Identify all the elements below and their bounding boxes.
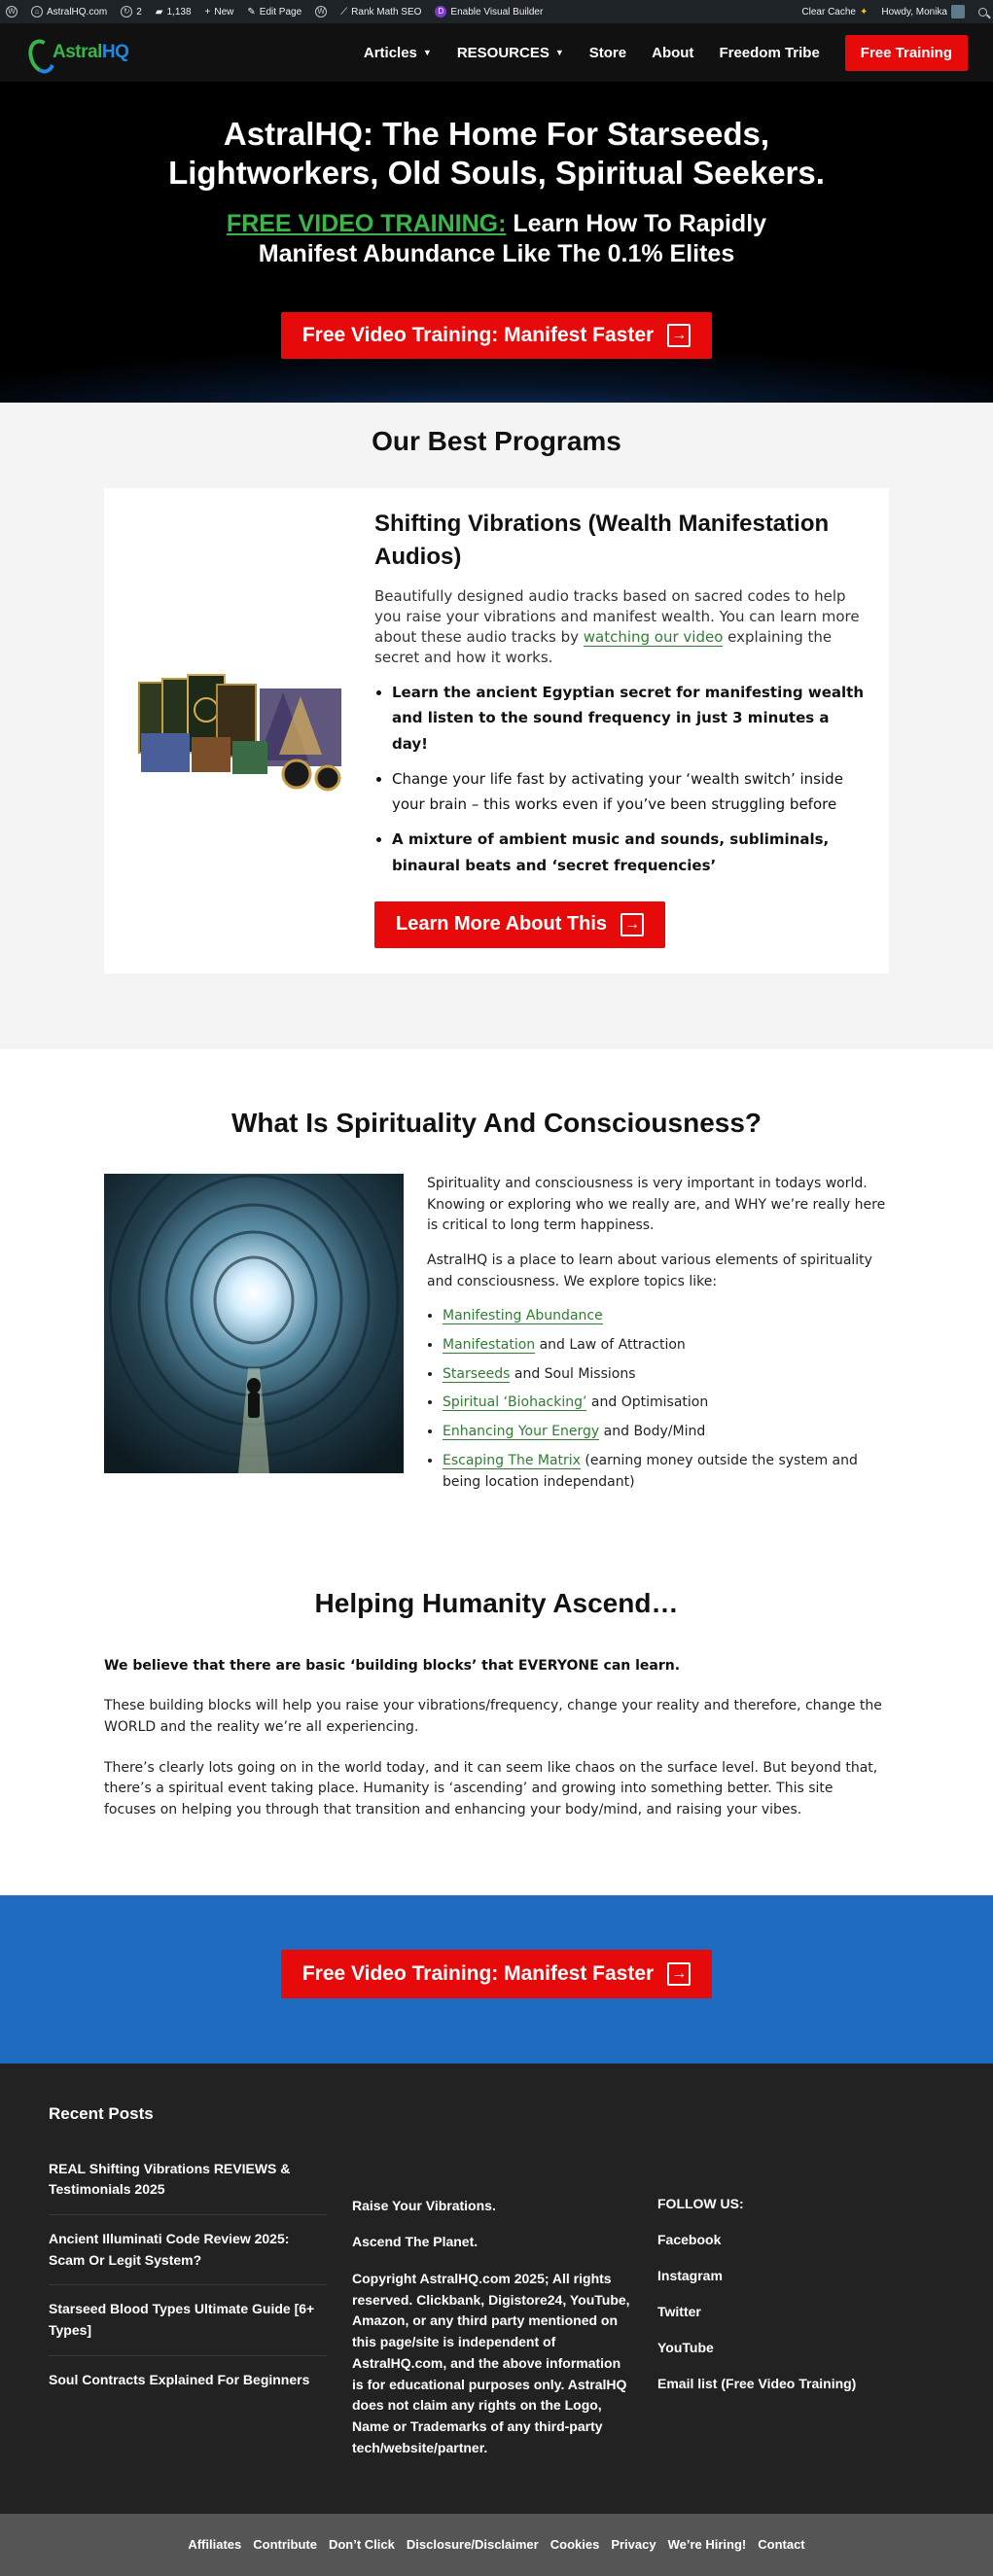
list-item: • Learn the ancient Egyptian secret for manifesting wealth and listen to the sound frequency in just 3 minutes a day! (392, 680, 864, 757)
chevron-down-icon: ▼ (554, 48, 564, 57)
site-logo[interactable]: AstralHQ (25, 35, 128, 70)
plus-icon: + (204, 6, 211, 18)
divi-icon: D (435, 6, 446, 18)
edit-page-link[interactable]: ✎ Edit Page (247, 6, 302, 18)
updates-icon: ↻ (121, 6, 132, 18)
topic-link[interactable]: Starseeds (443, 1365, 511, 1382)
program-description: Beautifully designed audio tracks based on sacred codes to help you raise your vibrations and manifest wealth. You can learn more about these audio tracks by watching our video explaining the secret and how it works. (374, 587, 860, 667)
new-content-link[interactable]: + New (204, 6, 234, 18)
spirituality-title: What Is Spirituality And Consciousness? (231, 1107, 762, 1138)
list-item: • Escaping The Matrix (earning money outside the system and being location independant) (443, 1451, 889, 1493)
tunnel-image (104, 1174, 404, 1473)
copyright-text: Copyright AstralHQ.com 2025; All rights reserved. Clickbank, Digistore24, YouTube, Amazon, or any third party mentioned on this page/site is independent of AstralHQ.com, and the above information is for educational purposes only. AstralHQ does not claim any rights on the Logo, Name or Trademarks of any third-party tech/website/partner. (352, 2271, 630, 2455)
arrow-right-icon: → (667, 324, 691, 347)
arrow-right-icon: → (667, 1962, 691, 1986)
program-bullets (392, 680, 864, 878)
hiring-link[interactable]: We’re Hiring! (667, 2537, 747, 2553)
hero-subtitle: FREE VIDEO TRAINING: Learn How To Rapidly Manifest Abundance Like The 0.1% Elites (226, 209, 767, 267)
youtube-link[interactable]: YouTube (657, 2339, 714, 2355)
topics-list (443, 1306, 889, 1493)
nav-resources[interactable]: RESOURCES ▼ (456, 44, 564, 61)
contribute-link[interactable]: Contribute (253, 2537, 317, 2553)
instagram-link[interactable]: Instagram (657, 2267, 723, 2283)
dont-click-link[interactable]: Don’t Click (328, 2537, 395, 2553)
watch-video-link[interactable]: watching our video (583, 628, 724, 647)
email-list-link[interactable]: Email list (Free Video Training) (657, 2375, 857, 2391)
topic-link[interactable]: Manifestation (443, 1337, 536, 1354)
wp-logo-icon[interactable]: W (6, 6, 18, 18)
topic-link[interactable]: Escaping The Matrix (443, 1452, 581, 1468)
recent-posts-title: Recent Posts (49, 2103, 154, 2123)
rankmath-icon: ⟋ (340, 6, 348, 18)
spirituality-topics-intro: AstralHQ is a place to learn about various elements of spirituality and consciousness. We explore topics like: (427, 1253, 872, 1289)
recent-post-link[interactable]: REAL Shifting Vibrations REVIEWS & Testimonials 2025 (49, 2145, 327, 2215)
main-nav (364, 35, 968, 71)
list-item: • A mixture of ambient music and sounds, subliminals, binaural beats and ‘secret frequencies’ (392, 827, 864, 878)
list-item: • Starseeds and Soul Missions (443, 1364, 889, 1386)
disclosure-link[interactable]: Disclosure/Disclaimer (406, 2537, 539, 2553)
affiliates-link[interactable]: Affiliates (188, 2537, 242, 2553)
pencil-icon: ✎ (247, 6, 256, 18)
learn-more-button[interactable]: Learn More About This → (374, 901, 665, 948)
wp-icon-link[interactable] (315, 6, 327, 18)
follow-us-label: FOLLOW US: (657, 2195, 744, 2211)
ascend-title: Helping Humanity Ascend… (314, 1588, 679, 1619)
search-icon[interactable] (978, 8, 987, 17)
broom-icon: ✦ (859, 6, 869, 18)
nav-store[interactable]: Store (588, 44, 627, 61)
rankmath-link[interactable]: ⟋ Rank Math SEO (340, 6, 422, 18)
cookies-link[interactable]: Cookies (550, 2537, 600, 2553)
clear-cache-link[interactable]: Clear Cache ✦ (801, 6, 869, 18)
recent-post-link[interactable]: Starseed Blood Types Ultimate Guide [6+ Types] (49, 2285, 327, 2355)
spirituality-intro: Spirituality and consciousness is very important in todays world. Knowing or exploring who we really are, and WHY we’re really here is critical to long term happiness. (427, 1175, 886, 1234)
bottom-links-bar (0, 2514, 993, 2576)
ascend-section (104, 1500, 889, 1895)
site-header (0, 23, 993, 82)
list-item: • Enhancing Your Energy and Body/Mind (443, 1422, 889, 1443)
list-item: • Change your life fast by activating your ‘wealth switch’ inside your brain – this works even if you’ve been struggling before (392, 766, 864, 818)
footer-tagline: Raise Your Vibrations. (352, 2197, 496, 2213)
nav-freedom-tribe[interactable]: Freedom Tribe (719, 44, 820, 61)
wordpress-icon: W (315, 6, 327, 18)
ascend-paragraph: These building blocks will help you raise your vibrations/frequency, change your reality and therefore, change the WORLD and the reality we’re all experiencing. (104, 1698, 882, 1735)
program-title: Shifting Vibrations (Wealth Manifestation Audios) (374, 511, 830, 570)
programs-section (0, 403, 993, 1049)
spirituality-section (0, 1049, 993, 1500)
site-footer (0, 2064, 993, 2514)
cta-band (0, 1895, 993, 2064)
nav-about[interactable]: About (652, 44, 694, 61)
free-training-button[interactable]: Free Training (845, 35, 968, 71)
nav-articles[interactable]: Articles ▼ (363, 44, 432, 61)
privacy-link[interactable]: Privacy (611, 2537, 656, 2553)
ascend-paragraph: There’s clearly lots going on in the world today, and it can seem like chaos on the surface level. But beyond that, there’s a spiritual event taking place. Humanity is ‘ascending’ and growing into something better. This site focuses on helping you through that transition and enhancing your body/mind, and raising your vibes. (104, 1759, 878, 1818)
list-item: • Manifestation and Law of Attraction (443, 1335, 889, 1357)
footer-tagline: Ascend The Planet. (352, 2234, 479, 2250)
visual-builder-link[interactable]: D Enable Visual Builder (435, 6, 543, 18)
band-cta-button[interactable]: Free Video Training: Manifest Faster → (281, 1950, 712, 1998)
topic-link[interactable]: Enhancing Your Energy (443, 1424, 600, 1440)
hero-title: AstralHQ: The Home For Starseeds, Lightworkers, Old Souls, Spiritual Seekers. (168, 116, 825, 192)
list-item: • Spiritual ‘Biohacking’ and Optimisation (443, 1393, 889, 1414)
arrow-right-icon: → (621, 913, 644, 936)
avatar (951, 5, 965, 18)
free-training-link[interactable]: FREE VIDEO TRAINING: (226, 209, 507, 237)
howdy-link[interactable]: Howdy, Monika (881, 5, 965, 18)
comments-link[interactable]: ▰ 1,138 (155, 6, 192, 18)
list-item (443, 1306, 889, 1327)
recent-post-link[interactable]: Ancient Illuminati Code Review 2025: Scam Or Legit System? (49, 2215, 327, 2285)
twitter-link[interactable]: Twitter (657, 2303, 701, 2319)
ascend-lead: We believe that there are basic ‘building blocks’ that EVERYONE can learn. (104, 1657, 681, 1674)
product-bundle-image[interactable] (137, 508, 345, 948)
recent-post-link[interactable]: Soul Contracts Explained For Beginners (49, 2371, 310, 2387)
wp-admin-bar (0, 0, 993, 23)
topic-link[interactable]: Manifesting Abundance (443, 1308, 603, 1324)
home-icon: ⌂ (31, 6, 43, 18)
swoosh-logo-icon (25, 35, 51, 70)
facebook-link[interactable]: Facebook (657, 2231, 722, 2247)
programs-title: Our Best Programs (372, 426, 621, 456)
hero-cta-button[interactable]: Free Video Training: Manifest Faster → (281, 312, 712, 359)
hero-section (0, 82, 993, 403)
program-card (104, 488, 889, 973)
chevron-down-icon: ▼ (422, 48, 432, 57)
topic-link[interactable]: Spiritual ‘Biohacking’ (443, 1394, 587, 1411)
comment-icon: ▰ (155, 6, 163, 18)
site-link[interactable]: ⌂ AstralHQ.com (31, 6, 107, 18)
revisions-link[interactable]: ↻ 2 (121, 6, 142, 18)
contact-link[interactable]: Contact (758, 2537, 805, 2553)
